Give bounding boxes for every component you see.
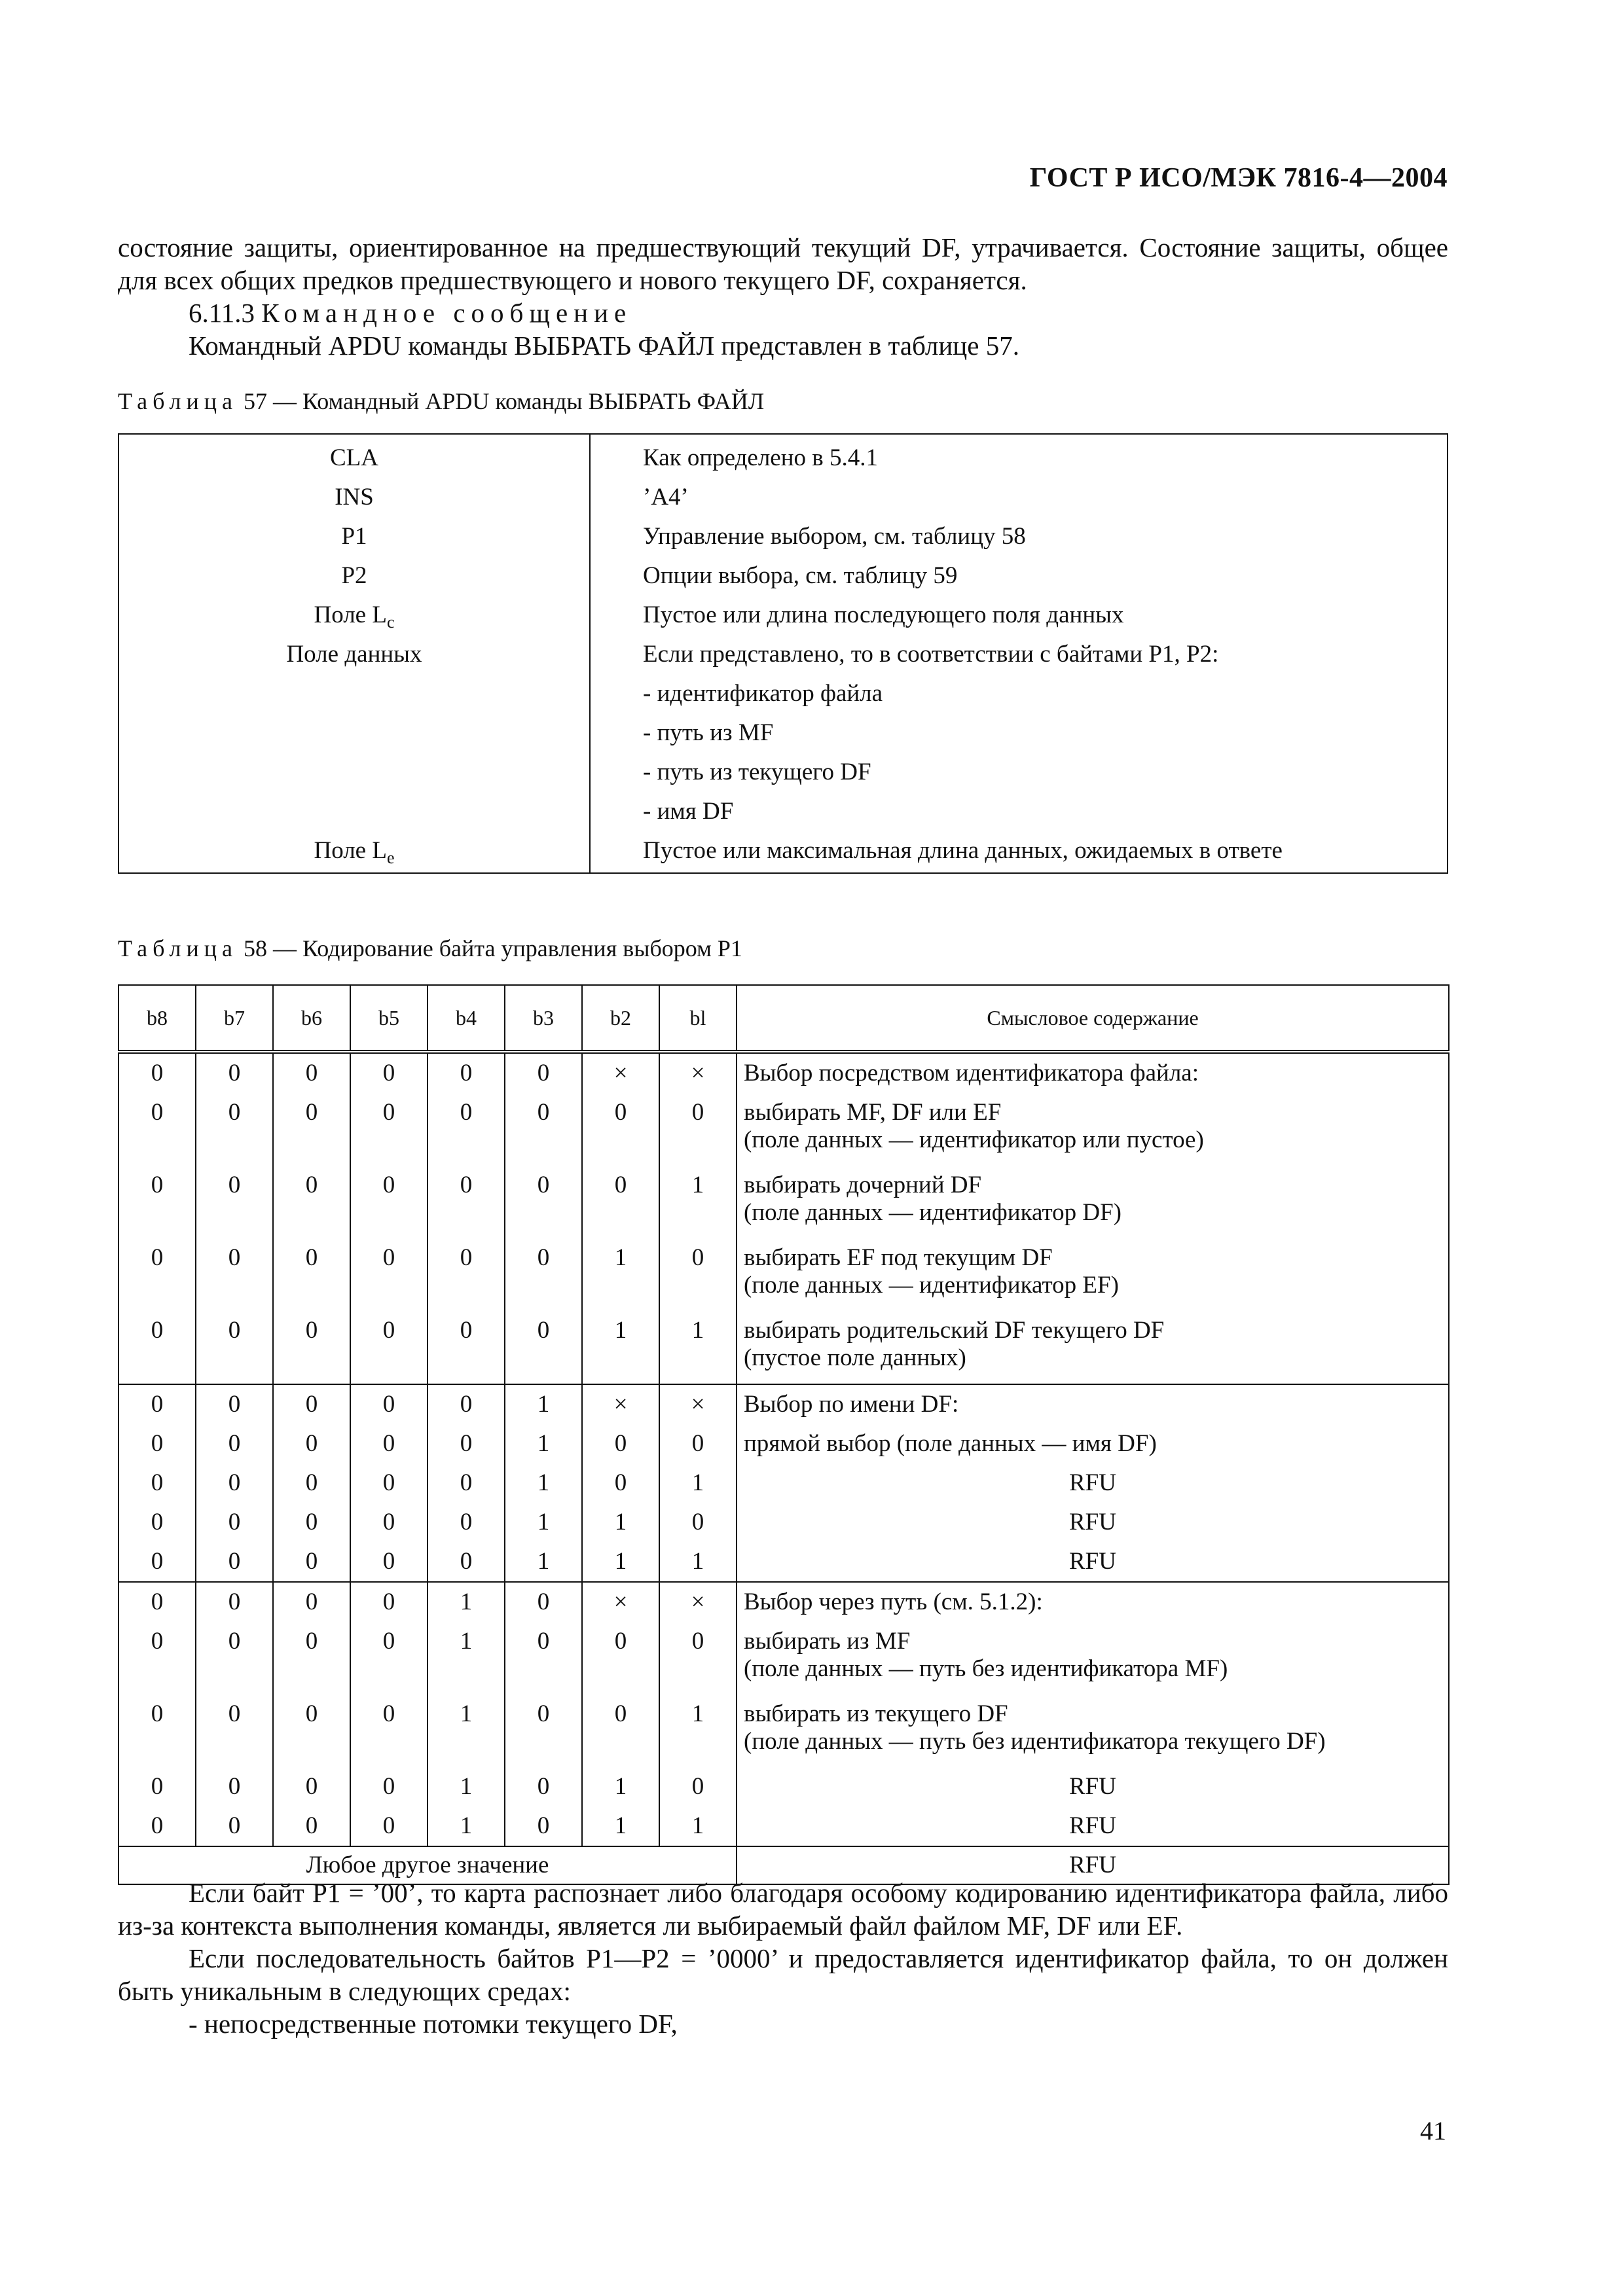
bit-cell-b4: 0 [428, 1311, 505, 1384]
bit-cell-b3: 0 [505, 1093, 582, 1166]
table57-field-name: P2 [341, 562, 367, 589]
meaning-cell [737, 1503, 1449, 1542]
bit-cell-b6: 0 [273, 1052, 350, 1093]
section-number: 6.11.3 [189, 298, 255, 328]
bit-cell-b3: 0 [505, 1806, 582, 1846]
bit-cell-b7: 0 [196, 1503, 273, 1542]
table57-field-name: CLA [330, 444, 378, 471]
page-number: 41 [1420, 2116, 1446, 2145]
bit-cell-b5: 0 [350, 1503, 428, 1542]
meaning-line: Выбор посредством идентификатора файла: [744, 1060, 1199, 1086]
footer-label: Любое другое значение [119, 1846, 737, 1884]
bit-cell-b2: 0 [582, 1463, 659, 1503]
bit-cell-b4: 0 [428, 1503, 505, 1542]
bit-cell-b6: 0 [273, 1424, 350, 1463]
bit-cell-b3: 0 [505, 1695, 582, 1767]
bit-cell-b7: 0 [196, 1384, 273, 1424]
table57-description-cell: Управление выбором, см. таблицу 58 [643, 523, 1026, 550]
bit-cell-b2: 0 [582, 1622, 659, 1695]
bit-cell-b2: × [582, 1052, 659, 1093]
table57-description-cell: Опции выбора, см. таблицу 59 [643, 562, 958, 589]
meaning-line: (пустое поле данных) [744, 1344, 966, 1371]
table57-caption [118, 387, 764, 415]
bit-cell-b8: 0 [119, 1238, 196, 1311]
table57-description-cell: - идентификатор файла [643, 680, 883, 707]
meaning-line: RFU [1069, 1509, 1116, 1535]
bit-cell-b3: 0 [505, 1052, 582, 1093]
bit-cell-b6: 0 [273, 1695, 350, 1767]
bit-cell-b1: 0 [659, 1767, 737, 1806]
table57-description-cell: - путь из MF [643, 719, 774, 746]
meaning-cell [737, 1093, 1449, 1166]
table58-header-row [119, 985, 1449, 1052]
bit-cell-b2: 0 [582, 1093, 659, 1166]
bit-cell-b4: 0 [428, 1166, 505, 1238]
bit-cell-b3: 0 [505, 1166, 582, 1238]
list-item: - непосредственные потомки текущего DF, [189, 2009, 678, 2039]
bit-cell-b3: 1 [505, 1424, 582, 1463]
table57-caption-text: 57 — Командный APDU команды ВЫБРАТЬ ФАЙЛ [243, 388, 765, 414]
bit-cell-b7: 0 [196, 1166, 273, 1238]
meaning-line: RFU [1069, 1548, 1116, 1575]
bit-cell-b7: 0 [196, 1093, 273, 1166]
meaning-line: (поле данных — идентификатор EF) [744, 1272, 1119, 1299]
table-row [119, 1582, 1449, 1622]
bit-cell-b8: 0 [119, 1503, 196, 1542]
table57-description-cell: ’A4’ [643, 484, 689, 511]
table57-field-name: P1 [341, 523, 367, 550]
table57-field-name: Поле L [314, 601, 387, 628]
bit-cell-b6: 0 [273, 1582, 350, 1622]
meaning-line: (поле данных — путь без идентификатора текущего DF) [744, 1728, 1326, 1755]
meaning-cell [737, 1166, 1449, 1238]
header-b6: b6 [273, 985, 350, 1052]
table-row [119, 1463, 1449, 1503]
table57-row [119, 556, 1447, 596]
bit-cell-b8: 0 [119, 1052, 196, 1093]
bit-cell-b4: 0 [428, 1238, 505, 1311]
meaning-line: RFU [1069, 1812, 1116, 1839]
header-b5: b5 [350, 985, 428, 1052]
bit-cell-b6: 0 [273, 1622, 350, 1695]
bit-cell-b7: 0 [196, 1463, 273, 1503]
bit-cell-b2: 1 [582, 1542, 659, 1582]
table57-field-subscript: e [386, 848, 395, 867]
table57-field-cell [119, 601, 589, 632]
bit-cell-b6: 0 [273, 1311, 350, 1384]
bit-cell-b8: 0 [119, 1311, 196, 1384]
p1-note-paragraph: Если байт P1 = ’00’, то карта распознает либо благодаря особому кодированию идентификатора файла, либо из-за контекста выполнения команды, является ли выбираемый файл файлом MF, DF или EF. [118, 1878, 1448, 1941]
bit-cell-b5: 0 [350, 1424, 428, 1463]
header-b8: b8 [119, 985, 196, 1052]
bit-cell-b5: 0 [350, 1093, 428, 1166]
bit-cell-b2: 1 [582, 1806, 659, 1846]
meaning-line: выбирать родительский DF текущего DF [744, 1317, 1165, 1344]
bit-cell-b4: 0 [428, 1093, 505, 1166]
bit-cell-b4: 0 [428, 1542, 505, 1582]
bit-cell-b4: 1 [428, 1582, 505, 1622]
table57-row [119, 439, 1447, 478]
meaning-cell [737, 1463, 1449, 1503]
table58-caption-word: Таблица [118, 935, 238, 961]
bit-cell-b1: × [659, 1052, 737, 1093]
bit-cell-b7: 0 [196, 1582, 273, 1622]
table-row [119, 1384, 1449, 1424]
table57-row [119, 831, 1447, 870]
table57-row [119, 517, 1447, 556]
bit-cell-b1: 1 [659, 1311, 737, 1384]
section-heading [118, 296, 1448, 329]
bit-cell-b1: 0 [659, 1093, 737, 1166]
bit-cell-b2: 1 [582, 1238, 659, 1311]
bit-cell-b5: 0 [350, 1582, 428, 1622]
meaning-line: RFU [1069, 1469, 1116, 1496]
meaning-cell [737, 1424, 1449, 1463]
bit-cell-b3: 0 [505, 1311, 582, 1384]
bit-cell-b1: 1 [659, 1695, 737, 1767]
table57-row [119, 792, 1447, 831]
table57-row [119, 674, 1447, 713]
bit-cell-b2: × [582, 1384, 659, 1424]
bit-cell-b8: 0 [119, 1424, 196, 1463]
bit-cell-b2: 0 [582, 1695, 659, 1767]
bit-cell-b5: 0 [350, 1463, 428, 1503]
header-b3: b3 [505, 985, 582, 1052]
bit-cell-b7: 0 [196, 1424, 273, 1463]
table57-field-name: INS [335, 484, 374, 511]
bit-cell-b8: 0 [119, 1384, 196, 1424]
bit-cell-b4: 0 [428, 1463, 505, 1503]
bit-cell-b3: 1 [505, 1384, 582, 1424]
table57-row [119, 596, 1447, 635]
header-b7: b7 [196, 985, 273, 1052]
bit-cell-b4: 1 [428, 1767, 505, 1806]
bit-cell-b8: 0 [119, 1542, 196, 1582]
table57-row [119, 713, 1447, 753]
bit-cell-b1: 0 [659, 1238, 737, 1311]
table57-field-name: Поле L [314, 837, 387, 864]
bit-cell-b3: 0 [505, 1582, 582, 1622]
bit-cell-b8: 0 [119, 1767, 196, 1806]
bit-cell-b2: × [582, 1582, 659, 1622]
table57-caption-word: Таблица [118, 388, 238, 414]
header-b1: bl [659, 985, 737, 1052]
p1p2-note-paragraph: Если последовательность байтов P1—P2 = ’0000’ и предоставляется идентификатор файла, то он должен быть уникальным в следующих средах: [118, 1943, 1448, 2006]
table-row [119, 1093, 1449, 1166]
table57-description-cell: - имя DF [643, 798, 734, 825]
bit-cell-b6: 0 [273, 1767, 350, 1806]
bit-cell-b4: 0 [428, 1384, 505, 1424]
table57-reference-paragraph: Командный APDU команды ВЫБРАТЬ ФАЙЛ представлен в таблице 57. [189, 331, 1019, 361]
meaning-line: выбирать из текущего DF [744, 1700, 1008, 1727]
bit-cell-b1: 0 [659, 1622, 737, 1695]
table-row [119, 1806, 1449, 1846]
header-b4: b4 [428, 985, 505, 1052]
bit-cell-b4: 1 [428, 1806, 505, 1846]
bit-cell-b7: 0 [196, 1695, 273, 1767]
table58 [118, 984, 1450, 1885]
section-title: Командное сообщение [261, 298, 632, 328]
table-row [119, 1622, 1449, 1695]
meaning-cell [737, 1767, 1449, 1806]
meaning-line: (поле данных — путь без идентификатора MF) [744, 1655, 1228, 1682]
bit-cell-b5: 0 [350, 1695, 428, 1767]
intro-paragraph: состояние защиты, ориентированное на предшествующий текущий DF, утрачивается. Состояние защиты, общее для всех общих предков предшествующего и нового текущего DF, сохраняется. [118, 232, 1448, 295]
bit-cell-b6: 0 [273, 1806, 350, 1846]
bit-cell-b1: × [659, 1384, 737, 1424]
bit-cell-b6: 0 [273, 1503, 350, 1542]
document-standard-header: ГОСТ Р ИСО/МЭК 7816-4—2004 [1029, 163, 1448, 193]
table57-description-cell: Пустое или максимальная длина данных, ожидаемых в ответе [643, 837, 1283, 864]
bit-cell-b5: 0 [350, 1767, 428, 1806]
table-row [119, 1767, 1449, 1806]
bit-cell-b5: 0 [350, 1806, 428, 1846]
meaning-line: выбирать из MF [744, 1628, 911, 1655]
bit-cell-b5: 0 [350, 1384, 428, 1424]
bit-cell-b8: 0 [119, 1166, 196, 1238]
bit-cell-b3: 0 [505, 1622, 582, 1695]
table57-field-cell [119, 522, 589, 550]
table57-description-cell: Если представлено, то в соответствии с байтами P1, P2: [643, 641, 1219, 668]
bit-cell-b4: 0 [428, 1424, 505, 1463]
table-row [119, 1542, 1449, 1582]
bit-cell-b8: 0 [119, 1806, 196, 1846]
meaning-line: Выбор по имени DF: [744, 1391, 959, 1418]
bit-cell-b8: 0 [119, 1463, 196, 1503]
table57-field-cell [119, 444, 589, 472]
header-b2: b2 [582, 985, 659, 1052]
table57-field-cell [119, 836, 589, 868]
meaning-line: (поле данных — идентификатор или пустое) [744, 1126, 1204, 1153]
meaning-cell [737, 1806, 1449, 1846]
bit-cell-b7: 0 [196, 1767, 273, 1806]
table57-row [119, 753, 1447, 792]
meaning-line: (поле данных — идентификатор DF) [744, 1199, 1122, 1226]
bit-cell-b6: 0 [273, 1166, 350, 1238]
meaning-line: выбирать EF под текущим DF [744, 1244, 1053, 1271]
header-meaning: Смысловое содержание [737, 985, 1449, 1052]
meaning-line: выбирать MF, DF или EF [744, 1099, 1002, 1126]
bit-cell-b3: 0 [505, 1767, 582, 1806]
footer-meaning: RFU [737, 1846, 1449, 1884]
table-row [119, 1166, 1449, 1238]
bit-cell-b4: 1 [428, 1695, 505, 1767]
bit-cell-b3: 1 [505, 1542, 582, 1582]
bit-cell-b7: 0 [196, 1311, 273, 1384]
bit-cell-b2: 0 [582, 1166, 659, 1238]
bit-cell-b5: 0 [350, 1311, 428, 1384]
bit-cell-b8: 0 [119, 1695, 196, 1767]
bit-cell-b5: 0 [350, 1052, 428, 1093]
table58-caption-text: 58 — Кодирование байта управления выбором P1 [243, 935, 742, 961]
bit-cell-b5: 0 [350, 1542, 428, 1582]
meaning-cell [737, 1542, 1449, 1582]
bit-cell-b1: 1 [659, 1166, 737, 1238]
table57-description-cell: - путь из текущего DF [643, 759, 871, 785]
meaning-line: RFU [1069, 1773, 1116, 1800]
bit-cell-b2: 1 [582, 1503, 659, 1542]
bit-cell-b2: 0 [582, 1424, 659, 1463]
table57-field-name: Поле данных [286, 641, 422, 668]
bit-cell-b5: 0 [350, 1238, 428, 1311]
bit-cell-b7: 0 [196, 1542, 273, 1582]
meaning-cell [737, 1052, 1449, 1093]
table57-field-cell [119, 640, 589, 668]
bit-cell-b8: 0 [119, 1093, 196, 1166]
meaning-line: Выбор через путь (см. 5.1.2): [744, 1588, 1043, 1615]
meaning-cell [737, 1238, 1449, 1311]
bit-cell-b6: 0 [273, 1384, 350, 1424]
bit-cell-b2: 1 [582, 1767, 659, 1806]
bit-cell-b4: 0 [428, 1052, 505, 1093]
meaning-line: прямой выбор (поле данных — имя DF) [744, 1430, 1157, 1457]
meaning-cell [737, 1622, 1449, 1695]
table57-description-cell: Пустое или длина последующего поля данных [643, 601, 1124, 628]
bit-cell-b4: 1 [428, 1622, 505, 1695]
bit-cell-b1: 1 [659, 1806, 737, 1846]
bit-cell-b7: 0 [196, 1052, 273, 1093]
bit-cell-b1: 0 [659, 1424, 737, 1463]
table-row [119, 1052, 1449, 1093]
table57-description-cell: Как определено в 5.4.1 [643, 444, 878, 471]
bit-cell-b3: 1 [505, 1463, 582, 1503]
bit-cell-b7: 0 [196, 1806, 273, 1846]
table-row [119, 1311, 1449, 1384]
meaning-cell [737, 1582, 1449, 1622]
bit-cell-b6: 0 [273, 1463, 350, 1503]
bit-cell-b8: 0 [119, 1582, 196, 1622]
bit-cell-b5: 0 [350, 1622, 428, 1695]
intro-block [118, 231, 1448, 362]
bit-cell-b6: 0 [273, 1542, 350, 1582]
bit-cell-b8: 0 [119, 1622, 196, 1695]
table57-field-subscript: c [386, 613, 395, 632]
table-row [119, 1695, 1449, 1767]
table58-caption [118, 935, 742, 962]
bit-cell-b3: 1 [505, 1503, 582, 1542]
bit-cell-b2: 1 [582, 1311, 659, 1384]
bit-cell-b7: 0 [196, 1622, 273, 1695]
meaning-line: выбирать дочерний DF [744, 1172, 982, 1198]
bit-cell-b1: 1 [659, 1463, 737, 1503]
meaning-cell [737, 1695, 1449, 1767]
table57-field-cell [119, 483, 589, 511]
bit-cell-b1: 1 [659, 1542, 737, 1582]
bit-cell-b3: 0 [505, 1238, 582, 1311]
bit-cell-b1: 0 [659, 1503, 737, 1542]
table57-row [119, 635, 1447, 674]
table-row [119, 1424, 1449, 1463]
table57-row [119, 478, 1447, 517]
table57-field-cell [119, 562, 589, 590]
bit-cell-b5: 0 [350, 1166, 428, 1238]
bit-cell-b7: 0 [196, 1238, 273, 1311]
table-row [119, 1503, 1449, 1542]
meaning-cell [737, 1311, 1449, 1384]
table-row [119, 1238, 1449, 1311]
bit-cell-b6: 0 [273, 1093, 350, 1166]
bit-cell-b6: 0 [273, 1238, 350, 1311]
after-block [118, 1876, 1448, 2040]
table57 [118, 433, 1448, 874]
bit-cell-b1: × [659, 1582, 737, 1622]
meaning-cell [737, 1384, 1449, 1424]
